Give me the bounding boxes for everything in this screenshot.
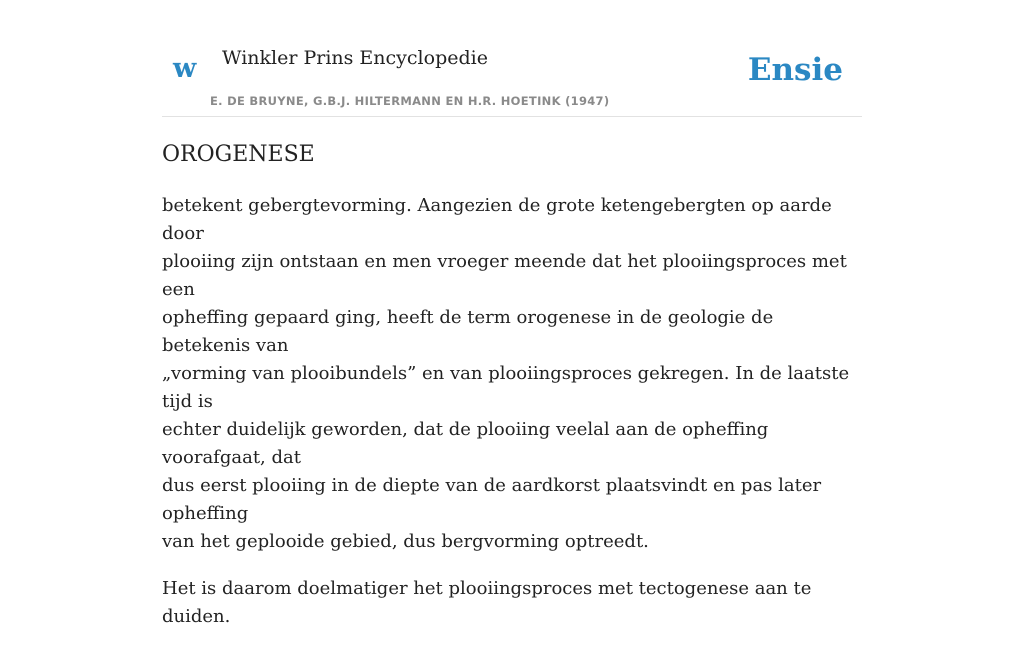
winkler-prins-logo[interactable]: w [173, 53, 197, 84]
source-authors: E. DE BRUYNE, G.B.J. HILTERMANN EN H.R. HOETINK (1947) [210, 94, 610, 108]
article-paragraph: betekent gebergtevorming. Aangezien de grote ketengebergten op aarde door plooiing zijn ontstaan en men vroeger meende dat het plooiingsproces met een opheffing gepaard ging, heeft de term orogenese in de geologie de betekenis van „vorming van plooibundels” en van plooiingsproces gekregen. In de laatste tijd is echter duidelijk geworden, dat de plooiing veelal aan de opheffing voorafgaat, dat dus eerst plooiing in de diepte van de aardkorst plaatsvindt en pas later opheffing van het geplooide gebied, dus bergvorming optreedt. [162, 195, 850, 552]
ensie-logo[interactable]: Ensie [747, 52, 843, 88]
source-header [162, 0, 862, 117]
article-body [162, 192, 862, 650]
article-term: OROGENESE [162, 142, 315, 167]
article-paragraph: Het is daarom doelmatiger het plooiingsproces met tectogenese aan te duiden. [162, 578, 812, 627]
source-title[interactable]: Winkler Prins Encyclopedie [222, 47, 488, 69]
